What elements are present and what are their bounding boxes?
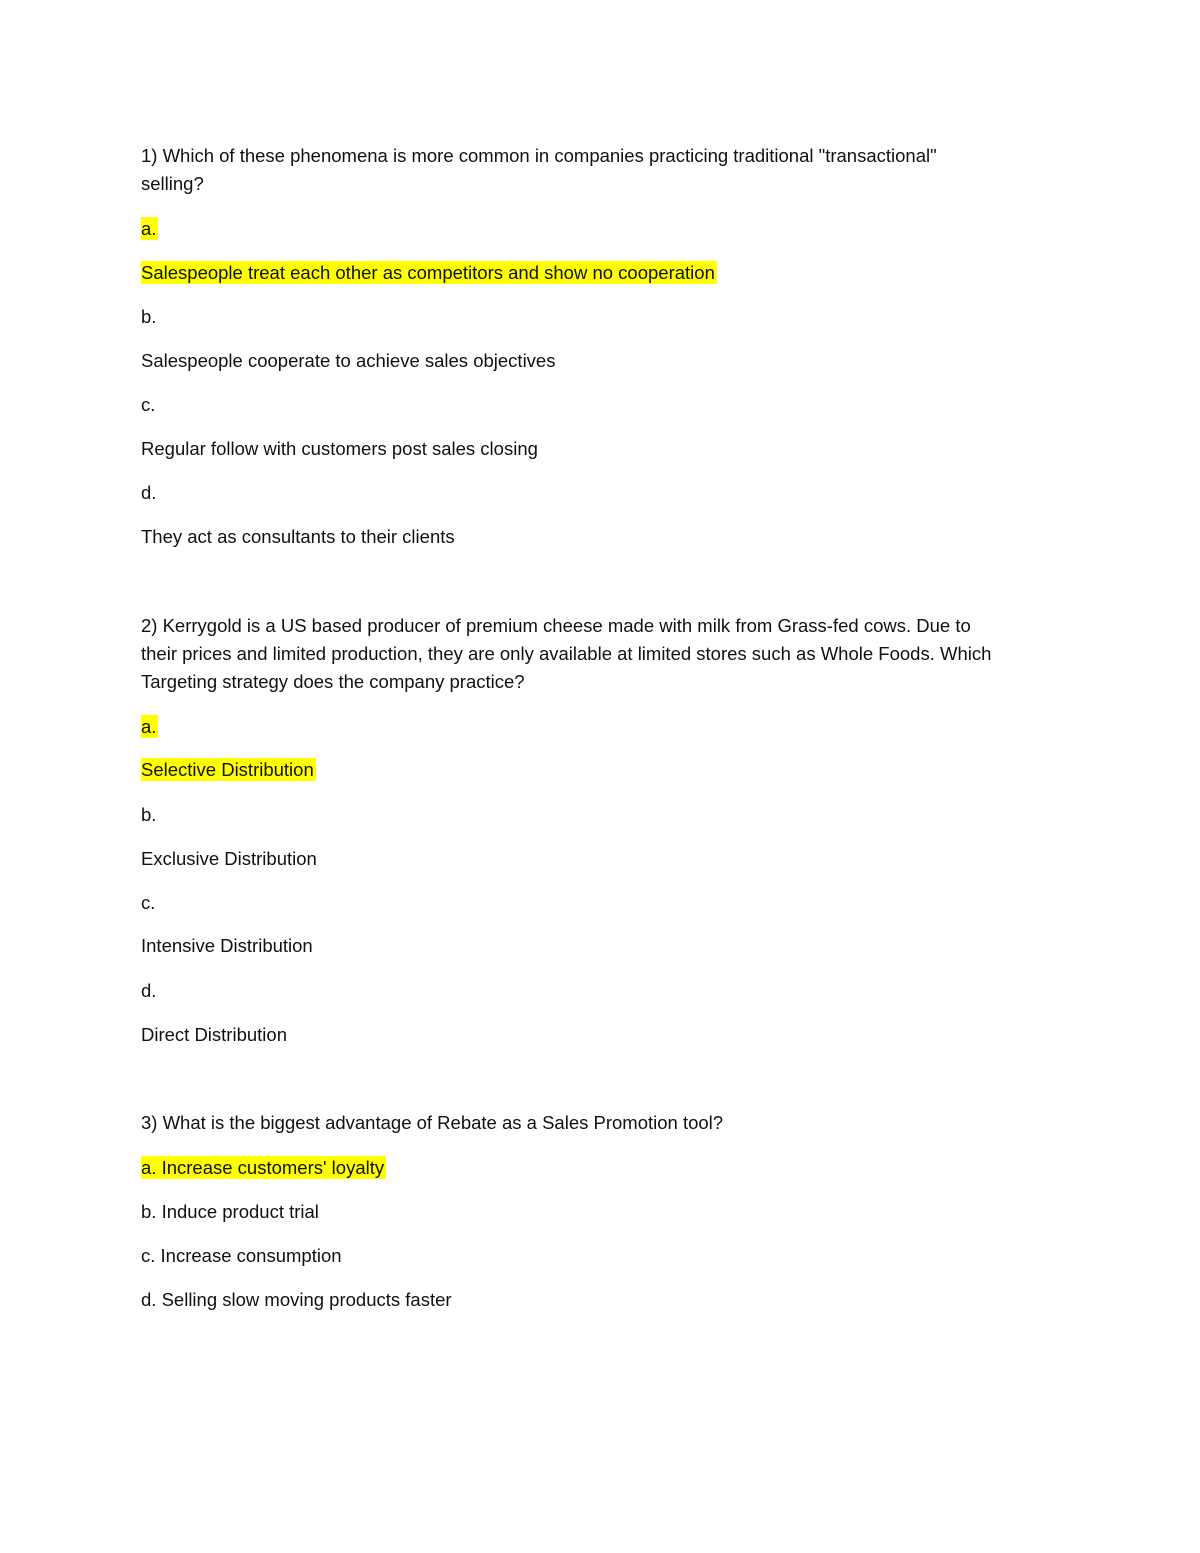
question-3-option-d-line (141, 1286, 452, 1314)
question-2-option-a-text: Selective Distribution (141, 759, 314, 780)
question-2-option-a-text-line (141, 756, 316, 784)
question-2-text-line-1: Kerrygold is a US based producer of premium cheese made with milk from Grass-fed cows. Due to (162, 615, 971, 636)
question-2-option-c-letter-line (141, 889, 155, 917)
question-2-option-d-text-line (141, 1021, 287, 1049)
question-1-option-d-letter-line (141, 479, 156, 507)
question-1-option-b-text: Salespeople cooperate to achieve sales objectives (141, 350, 556, 371)
question-3-option-a (141, 1156, 386, 1179)
question-3-option-c-line (141, 1242, 342, 1270)
question-1-number: 1) (141, 145, 158, 166)
question-2-option-d-text: Direct Distribution (141, 1024, 287, 1045)
question-3-option-d-text: Selling slow moving products faster (161, 1289, 452, 1310)
question-1-option-d-text-line (141, 523, 455, 551)
question-1-option-d-text: They act as consultants to their clients (141, 526, 455, 547)
question-2-number: 2) (141, 615, 158, 636)
question-1-option-a-text: Salespeople treat each other as competitors and show no cooperation (141, 262, 715, 283)
question-1-text-line-1: Which of these phenomena is more common in companies practicing traditional "transactional" (162, 145, 937, 166)
question-2-option-a-letter: a. (141, 716, 157, 737)
question-2-option-d-letter-line (141, 977, 156, 1005)
question-1-option-c-letter-line (141, 391, 155, 419)
question-3-number: 3) (141, 1112, 158, 1133)
question-3-option-b-text: Induce product trial (161, 1201, 319, 1222)
question-2-option-a-letter-line (141, 713, 158, 741)
question-1-option-b-text-line (141, 347, 555, 375)
question-1-text-line-2: selling? (141, 173, 204, 194)
question-2-option-b-letter: b. (141, 804, 157, 825)
question-2-text-line-3: Targeting strategy does the company practice? (141, 671, 525, 692)
question-2-line-3 (141, 668, 525, 696)
question-1-option-c-text-line (141, 435, 538, 463)
question-3-option-b-line (141, 1198, 319, 1226)
question-1-line-1 (141, 142, 937, 170)
question-2-line-1 (141, 612, 971, 640)
question-3-option-c-text: Increase consumption (160, 1245, 342, 1266)
question-1-option-c-text: Regular follow with customers post sales closing (141, 438, 538, 459)
question-3-option-a-line (141, 1154, 386, 1182)
question-3-option-d-letter: d. (141, 1289, 157, 1310)
question-2-option-c-text-line (141, 932, 313, 960)
question-1-option-c-letter: c. (141, 394, 156, 415)
question-2-option-c-letter: c. (141, 892, 156, 913)
question-2-option-b-letter-line (141, 801, 156, 829)
question-2-option-b-text-line (141, 845, 317, 873)
question-3-option-a-letter: a. (141, 1157, 157, 1178)
question-1-option-d-letter: d. (141, 482, 157, 503)
question-3-line-1 (141, 1109, 723, 1137)
question-1-line-2 (141, 170, 204, 198)
question-1-option-a-text-line (141, 259, 717, 287)
question-2-line-2 (141, 640, 991, 668)
question-2-text-line-2: their prices and limited production, they are only available at limited stores such as Whole Foods. Which (141, 643, 992, 664)
question-2-option-d-letter: d. (141, 980, 157, 1001)
question-1-option-b-letter-line (141, 303, 156, 331)
question-3-option-c-letter: c. (141, 1245, 156, 1266)
question-1-option-a-letter: a. (141, 218, 157, 239)
question-3-option-a-text: Increase customers' loyalty (161, 1157, 385, 1178)
question-1-option-b-letter: b. (141, 306, 157, 327)
question-3-option-b-letter: b. (141, 1201, 157, 1222)
question-3-text-line-1: What is the biggest advantage of Rebate as a Sales Promotion tool? (162, 1112, 724, 1133)
question-2-option-b-text: Exclusive Distribution (141, 848, 317, 869)
question-2-option-c-text: Intensive Distribution (141, 935, 313, 956)
question-1-option-a-letter-line (141, 215, 158, 243)
